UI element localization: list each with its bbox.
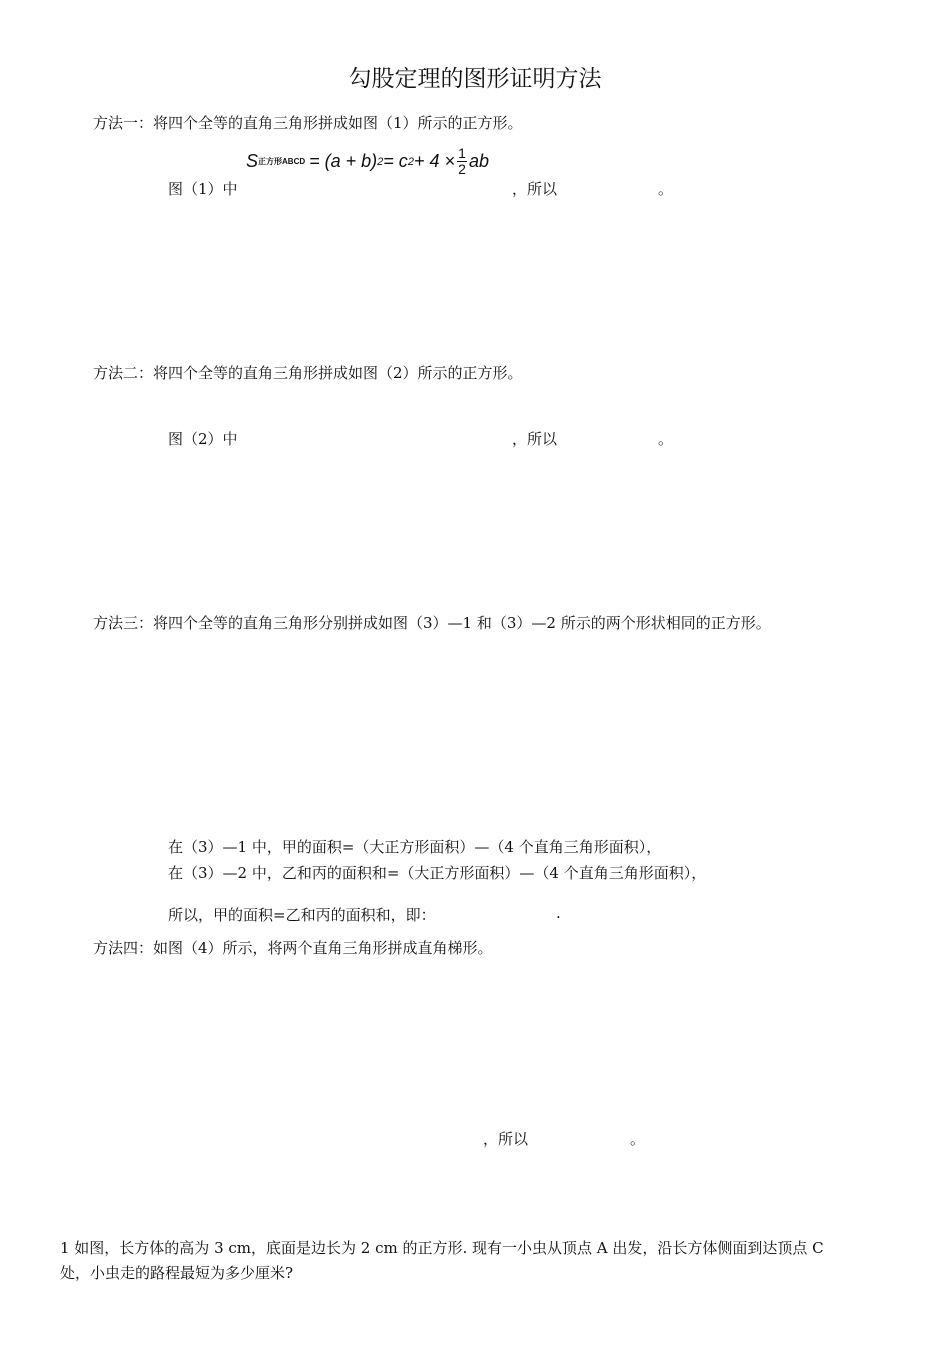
method2-end: 。 <box>658 430 674 448</box>
question-line2: 处，小虫走的路程最短为多少厘米? <box>60 1264 294 1282</box>
method1-end: 。 <box>658 180 674 198</box>
method3-heading: 方法三：将四个全等的直角三角形分别拼成如图（3）—1 和（3）—2 所示的两个形状相同的正方形。 <box>93 614 771 632</box>
method1-fig-label: 图（1）中 <box>168 180 238 198</box>
method3-end: . <box>556 904 561 922</box>
method2-fig-label: 图（2）中 <box>168 430 238 448</box>
method1-suffix: ，所以 <box>512 180 558 198</box>
method4-end: 。 <box>630 1130 646 1148</box>
fraction-numerator: 1 <box>458 145 466 161</box>
method1-formula <box>246 146 489 177</box>
method2-heading: 方法二：将四个全等的直角三角形拼成如图（2）所示的正方形。 <box>93 364 523 382</box>
method4-heading: 方法四：如图（4）所示，将两个直角三角形拼成直角梯形。 <box>93 939 493 957</box>
fraction-denominator: 2 <box>458 161 466 177</box>
formula-part2: = c <box>383 151 408 171</box>
formula-exp1: 2 <box>377 155 384 168</box>
method1-heading: 方法一：将四个全等的直角三角形拼成如图（1）所示的正方形。 <box>93 114 523 132</box>
formula-part1: = (a + b) <box>309 151 378 171</box>
formula-fraction <box>457 146 467 177</box>
page-title: 勾股定理的图形证明方法 <box>348 66 602 92</box>
method3-line3: 所以，甲的面积=乙和丙的面积和，即： <box>168 906 436 924</box>
question-line1: 1 如图，长方体的高为 3 cm，底面是边长为 2 cm 的正方形. 现有一小虫从顶点 A 出发，沿长方体侧面到达顶点 C <box>60 1239 824 1257</box>
formula-exp2: 2 <box>407 155 414 168</box>
formula-part3: + 4 × <box>413 151 455 171</box>
formula-part4: ab <box>468 151 490 171</box>
formula-s: S <box>246 151 259 171</box>
method4-suffix: ，所以 <box>483 1130 529 1148</box>
method3-line2: 在（3）—2 中，乙和丙的面积和=（大正方形面积）—（4 个直角三角形面积）， <box>168 864 707 882</box>
formula-subscript: 正方形ABCD <box>258 157 306 166</box>
method3-line1: 在（3）—1 中，甲的面积=（大正方形面积）—（4 个直角三角形面积）， <box>168 838 662 856</box>
method2-suffix: ，所以 <box>512 430 558 448</box>
